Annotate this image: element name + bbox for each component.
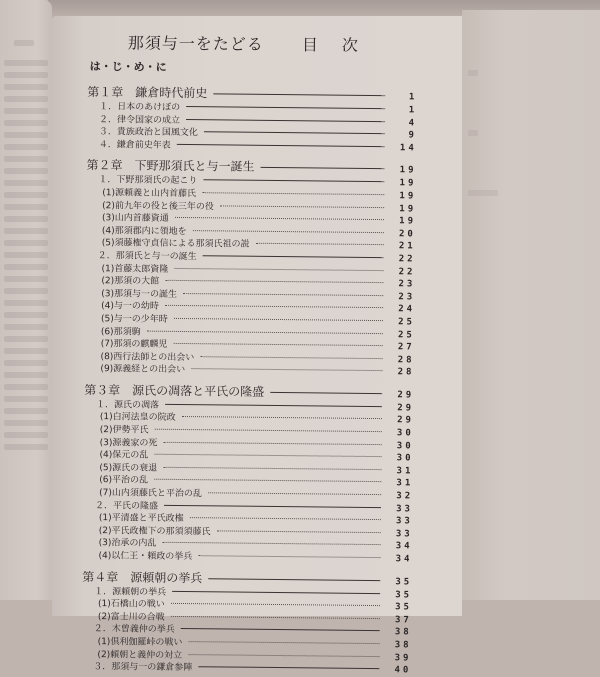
page-number: 35 bbox=[395, 589, 413, 601]
leader-line bbox=[270, 392, 382, 394]
leader-line bbox=[188, 641, 379, 644]
entry-title: (5)与一の少年時 bbox=[100, 314, 168, 325]
leader-line bbox=[155, 429, 382, 432]
leader-line bbox=[181, 628, 380, 631]
leader-line bbox=[198, 666, 379, 669]
leader-line bbox=[165, 404, 382, 407]
page-number: 28 bbox=[397, 354, 415, 366]
page-number: 33 bbox=[396, 503, 414, 515]
page-number: 30 bbox=[396, 428, 414, 439]
page-number: 38 bbox=[394, 627, 412, 638]
page-number: 29 bbox=[397, 390, 415, 401]
leader-line bbox=[172, 591, 380, 594]
leader-line bbox=[186, 106, 385, 109]
page-number: 19 bbox=[399, 216, 417, 227]
page-number: 30 bbox=[396, 440, 414, 452]
leader-line bbox=[186, 119, 385, 122]
entry-title: (4)那須郡内に領地を bbox=[101, 225, 187, 237]
entry-title: ４．鎌倉前史年表 bbox=[98, 139, 171, 151]
entry-title: ２．平氏の隆盛 bbox=[94, 500, 159, 512]
page-number: 31 bbox=[396, 466, 414, 477]
page-number: 27 bbox=[397, 342, 415, 353]
leader-line bbox=[173, 343, 382, 346]
page-number: 23 bbox=[398, 279, 416, 290]
leader-line bbox=[171, 603, 380, 606]
section-entry bbox=[81, 661, 411, 677]
leader-line bbox=[200, 356, 382, 359]
page-number: 29 bbox=[397, 415, 414, 426]
page-number: 34 bbox=[395, 554, 413, 565]
leader-line bbox=[165, 280, 383, 283]
entry-title: １．日本のあけぼの bbox=[99, 102, 181, 113]
entry-title: ３．那須与一の鎌倉参陣 bbox=[93, 662, 193, 674]
leader-line bbox=[171, 616, 380, 619]
entry-title: (1)石橋山の戦い bbox=[97, 599, 165, 611]
page-number: 22 bbox=[398, 266, 416, 277]
entry-title: (1)倶利伽羅峠の戦い bbox=[97, 637, 183, 648]
page-number: 29 bbox=[397, 403, 415, 414]
entry-title: (2)平氏政権下の那須須藤氏 bbox=[98, 525, 211, 538]
page-number: 40 bbox=[394, 665, 412, 676]
entry-title: (5)須藤権守貞信による那須氏祖の説 bbox=[101, 238, 250, 251]
page-number: 31 bbox=[396, 478, 414, 489]
chapter-group bbox=[82, 382, 414, 566]
entry-title: (1)平清盛と平氏政権 bbox=[98, 513, 184, 525]
entry-title: (4)以仁王・頼政の挙兵 bbox=[98, 551, 193, 563]
entry-title: (3)那須与一の誕生 bbox=[101, 288, 178, 300]
chapter-list bbox=[81, 84, 417, 677]
leader-line bbox=[165, 305, 383, 308]
leader-line bbox=[174, 318, 383, 321]
entry-title: (3)治承の内乱 bbox=[98, 538, 157, 550]
entry-title: (6)平治の乱 bbox=[99, 475, 149, 487]
page-number: 35 bbox=[395, 602, 413, 613]
leader-line bbox=[182, 416, 382, 419]
page-number: 39 bbox=[394, 652, 412, 663]
leader-line bbox=[204, 131, 385, 134]
page-number: 30 bbox=[396, 453, 414, 464]
entry-title: ２．律令国家の成立 bbox=[99, 114, 181, 126]
leader-line bbox=[261, 167, 385, 169]
leader-line bbox=[154, 454, 381, 457]
subsection-entry bbox=[82, 550, 412, 566]
leader-line bbox=[217, 530, 381, 533]
entry-title: １．源頼朝の挙兵 bbox=[94, 586, 167, 598]
entry-title: (4)与一の幼時 bbox=[101, 301, 159, 313]
leader-line bbox=[203, 255, 384, 258]
entry-title: (3)山内首藤資通 bbox=[101, 213, 169, 225]
page-number: 33 bbox=[395, 529, 413, 540]
chapter-group bbox=[81, 569, 412, 677]
page-number: 19 bbox=[399, 191, 417, 202]
chapter-title: 第２章 下野那須氏と与一誕生 bbox=[86, 158, 255, 175]
entry-title: (2)頼朝と義仲の対立 bbox=[97, 649, 183, 661]
leader-line bbox=[208, 578, 380, 581]
chapter-title: 第３章 源氏の凋落と平氏の隆盛 bbox=[84, 382, 265, 399]
page-number: 24 bbox=[398, 304, 416, 315]
chapter-title: 第１章 鎌倉時代前史 bbox=[87, 84, 208, 101]
entry-title: (2)富士川の合戦 bbox=[97, 611, 165, 623]
leader-line bbox=[190, 517, 381, 520]
leader-line bbox=[163, 467, 381, 470]
leader-line bbox=[198, 555, 380, 558]
entry-title: ２．木曽義仲の挙兵 bbox=[93, 624, 175, 636]
entry-title: (1)白河法皇の院政 bbox=[99, 412, 176, 424]
subsection-entry bbox=[84, 363, 414, 379]
entry-title: １．源氏の凋落 bbox=[96, 399, 160, 411]
preface-entry: は・じ・め・に bbox=[89, 60, 167, 74]
page-number: 23 bbox=[398, 291, 416, 303]
leader-line bbox=[147, 330, 383, 333]
leader-line bbox=[213, 93, 385, 96]
page-number: 34 bbox=[395, 541, 413, 552]
page-number: 19 bbox=[399, 203, 417, 215]
book-title: 那須与一をたどる bbox=[127, 33, 264, 54]
entry-title: ３．貴族政治と国風文化 bbox=[98, 127, 198, 139]
page-title bbox=[128, 30, 418, 59]
page-number: 35 bbox=[395, 576, 413, 588]
chapter-group bbox=[87, 84, 418, 155]
leader-line bbox=[203, 180, 384, 183]
facing-page-right bbox=[462, 10, 600, 600]
entry-title: (2)伊勢平氏 bbox=[99, 425, 149, 436]
table-of-contents bbox=[81, 30, 418, 677]
previous-page-edge bbox=[0, 0, 52, 600]
entry-title: １．下野那須氏の起こり bbox=[98, 175, 198, 187]
entry-title: ２．那須氏と与一の誕生 bbox=[97, 251, 197, 263]
entry-title: (1)源頼義と山内首藤氏 bbox=[102, 188, 197, 200]
entry-title: (7)那須の麒麟児 bbox=[100, 339, 168, 350]
entry-title: (2)那須の大館 bbox=[101, 276, 160, 287]
page-number: 19 bbox=[399, 165, 417, 176]
page-number: 38 bbox=[394, 640, 412, 651]
entry-title: (4)保元の乱 bbox=[99, 450, 149, 461]
leader-line bbox=[183, 293, 383, 296]
entry-title: (3)源義家の死 bbox=[99, 437, 158, 449]
entry-title: (6)那須駒 bbox=[100, 326, 141, 338]
page-number: 9 bbox=[408, 130, 417, 141]
chapter-title: 第４章 源頼朝の挙兵 bbox=[82, 569, 203, 585]
leader-line bbox=[191, 368, 382, 371]
page-number: 32 bbox=[396, 491, 414, 502]
entry-title: (9)源義経との出会い bbox=[100, 364, 186, 376]
page-number: 25 bbox=[397, 329, 415, 340]
leader-line bbox=[202, 192, 384, 195]
entry-title: (7)山内須藤氏と平治の乱 bbox=[99, 488, 202, 500]
page-number: 20 bbox=[398, 229, 416, 240]
leader-line bbox=[175, 217, 384, 220]
contents-heading: 目次 bbox=[301, 35, 382, 56]
leader-line bbox=[177, 144, 385, 147]
page-number: 1 bbox=[408, 92, 418, 103]
leader-line bbox=[220, 205, 384, 208]
page-number: 28 bbox=[397, 367, 415, 378]
page-number: 4 bbox=[408, 117, 418, 129]
entry-title: (2)前九年の役と後三年の役 bbox=[102, 200, 214, 212]
page-number: 33 bbox=[395, 516, 413, 527]
page-number: 22 bbox=[398, 254, 416, 265]
entry-title: (8)西行法師との出会い bbox=[100, 351, 195, 363]
leader-line bbox=[174, 267, 383, 270]
leader-line bbox=[188, 654, 379, 657]
entry-title: (1)首藤太郎資隆 bbox=[101, 263, 169, 275]
page-number: 14 bbox=[399, 143, 417, 154]
page-number: 21 bbox=[398, 241, 416, 252]
entry-title: (5)源氏の衰退 bbox=[99, 462, 158, 474]
page-number: 25 bbox=[398, 317, 416, 328]
leader-line bbox=[163, 441, 381, 444]
page-number: 19 bbox=[399, 178, 417, 189]
leader-line bbox=[154, 479, 381, 482]
leader-line bbox=[256, 243, 384, 245]
leader-line bbox=[193, 230, 384, 233]
page-number: 1 bbox=[408, 105, 418, 116]
leader-line bbox=[208, 492, 381, 495]
chapter-group bbox=[84, 157, 416, 379]
leader-line bbox=[162, 542, 380, 545]
leader-line bbox=[164, 504, 381, 507]
section-entry bbox=[87, 139, 417, 155]
page-number: 37 bbox=[394, 615, 412, 626]
